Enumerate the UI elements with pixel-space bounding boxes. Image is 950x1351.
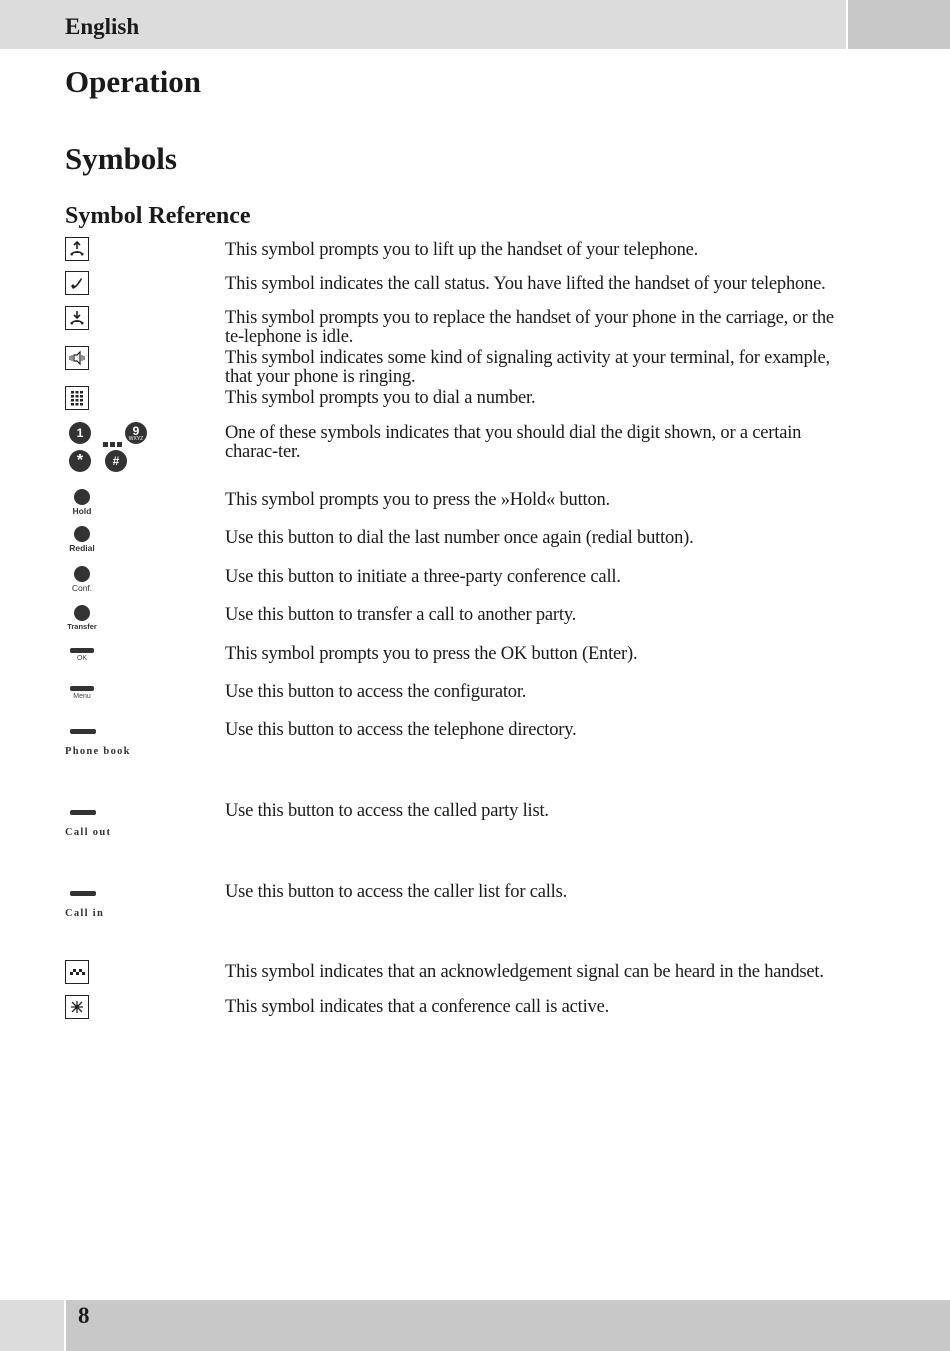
replace-handset-icon (65, 306, 89, 330)
acknowledge-signal-icon (65, 960, 89, 984)
row-description: This symbol prompts you to replace the handset of your phone in the carriage, or the te-lephone is idle. (225, 308, 834, 347)
transfer-button-icon: Transfer (65, 605, 99, 631)
section-title-symbols: Symbols (65, 141, 177, 176)
row-description: This symbol prompts you to press the OK button (Enter). (225, 644, 638, 664)
row-description: This symbol prompts you to dial a number. (225, 388, 536, 408)
header-bar-tab (848, 0, 950, 49)
footer-bar-tab (0, 1300, 64, 1351)
conf-button-icon: Conf. (65, 566, 99, 593)
row-description: Use this button to initiate a three-party conference call. (225, 567, 621, 587)
menu-button-icon: Menu (65, 686, 99, 700)
signaling-icon (65, 346, 89, 370)
ok-button-icon: OK (65, 648, 99, 662)
row-description: This symbol prompts you to lift up the handset of your telephone. (225, 240, 699, 260)
row-description: Use this button to transfer a call to another party. (225, 605, 577, 625)
keypad-icon (65, 386, 89, 410)
ellipsis-icon (103, 442, 122, 447)
hash-key: # (105, 450, 127, 472)
language-label: English (65, 14, 140, 39)
row-description: One of these symbols indicates that you should dial the digit shown, or a certain charac-ter. (225, 423, 802, 462)
row-description: This symbol indicates that an acknowledgement signal can be heard in the handset. (225, 962, 824, 982)
section-title-operation: Operation (65, 64, 202, 99)
conference-active-icon (65, 995, 89, 1019)
star-key: * (69, 450, 91, 472)
row-description: This symbol indicates the call status. You have lifted the handset of your telephone. (225, 274, 826, 294)
hold-button-icon: Hold (65, 489, 99, 516)
lift-handset-icon (65, 237, 89, 261)
page-number: 8 (78, 1303, 90, 1328)
row-description: Use this button to access the telephone directory. (225, 720, 577, 740)
row-description: Use this button to dial the last number once again (redial button). (225, 528, 694, 548)
redial-button-icon: Redial (65, 526, 99, 553)
handset-lifted-icon (65, 271, 89, 295)
footer-bar (66, 1300, 950, 1351)
row-description: Use this button to access the caller list for calls. (225, 882, 568, 902)
row-description: Use this button to access the configurator. (225, 682, 527, 702)
row-description: This symbol indicates some kind of signaling activity at your terminal, for example, that your phone is ringing. (225, 348, 830, 387)
row-description: Use this button to access the called party list. (225, 801, 549, 821)
call-out-button-icon: Call out (65, 810, 111, 838)
call-in-button-icon: Call in (65, 891, 104, 919)
digit-keys-icon (65, 421, 155, 473)
digit-nine-key: 9 WXYZ (125, 422, 147, 444)
row-description: This symbol prompts you to press the »Hold« button. (225, 490, 610, 510)
subsection-title-symbol-reference: Symbol Reference (65, 203, 251, 229)
row-description: This symbol indicates that a conference call is active. (225, 997, 610, 1017)
digit-one-key: 1 (69, 422, 91, 444)
phonebook-button-icon: Phone book (65, 729, 131, 757)
